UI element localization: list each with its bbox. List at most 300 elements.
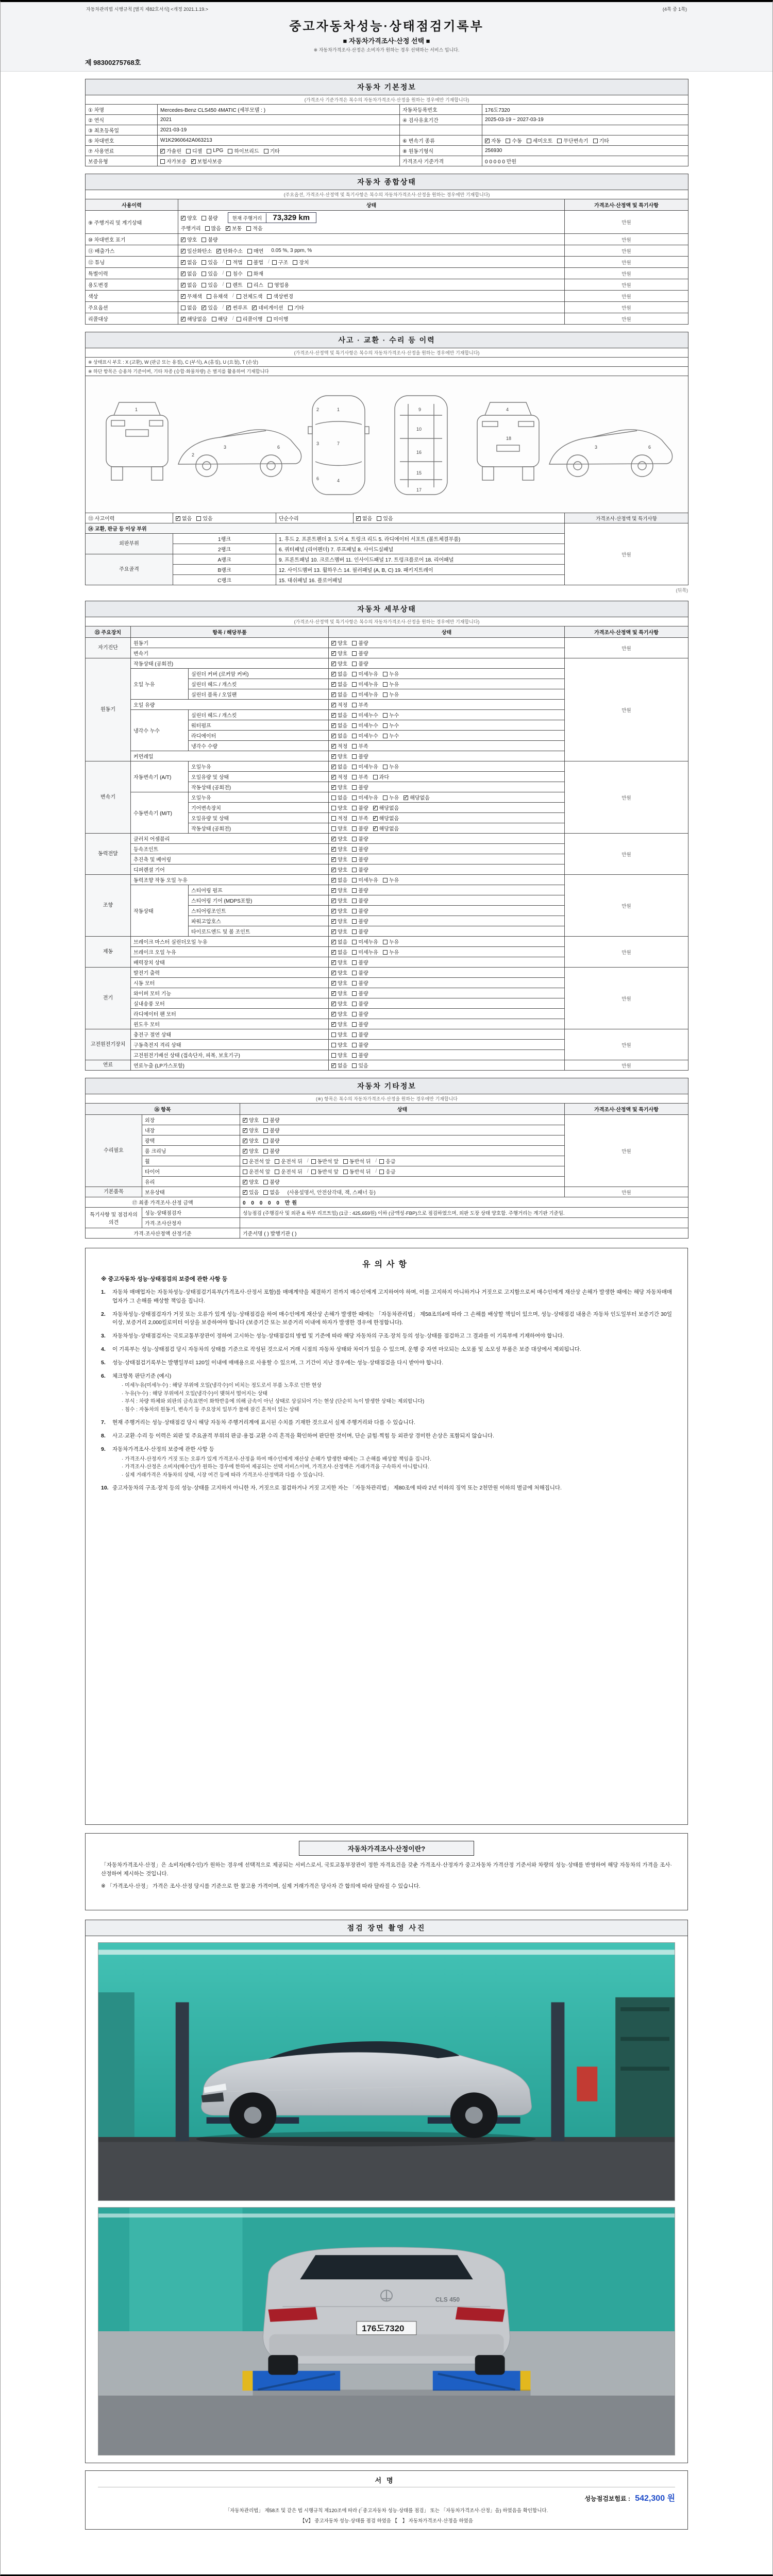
- checkbox-없음[interactable]: [331, 1061, 347, 1069]
- checkbox-동반석 앞[interactable]: [311, 1167, 339, 1175]
- checkbox-렌트[interactable]: [226, 281, 242, 289]
- checkbox-양호[interactable]: [181, 214, 197, 222]
- checkbox-양호[interactable]: [331, 845, 347, 853]
- checkbox-양호[interactable]: [243, 1178, 259, 1185]
- unchecked-box-icon: [352, 692, 357, 697]
- checkbox-무단변속기[interactable]: [557, 137, 588, 144]
- checkbox-불법[interactable]: [247, 258, 263, 266]
- checkbox-label: 동반석 뒤: [349, 1159, 371, 1165]
- device-part-label: 브레이크 마스터 실린더오일 누유: [131, 937, 329, 947]
- unchecked-box-icon: [352, 765, 357, 769]
- confirmation-statement: 「자동차관리법」 제58조 및 같은 법 시행규칙 제120조에 따라 (「중고자동차 성능·상태를 점검」 또는 「자동차가격조사·산정」을) 하였음을 확인합니다.: [225, 2508, 548, 2514]
- unchecked-box-icon: [352, 1053, 357, 1058]
- checkbox-동반석 뒤[interactable]: [343, 1157, 371, 1165]
- checked-box-icon: [373, 826, 378, 831]
- checkbox-양호[interactable]: [181, 235, 197, 243]
- checkbox-하이브리드[interactable]: [228, 147, 259, 155]
- photo-car-on-lift-front: [98, 1943, 675, 2200]
- device-part-label: 커먼레일: [131, 751, 329, 761]
- checked-box-icon: [226, 226, 230, 231]
- unchecked-box-icon: [343, 1170, 348, 1174]
- unchecked-box-icon: [247, 283, 252, 287]
- checkbox-누유[interactable]: [383, 938, 399, 945]
- checkbox-동반석 앞[interactable]: [311, 1157, 339, 1165]
- checkbox-불량[interactable]: [352, 886, 368, 894]
- checkbox-자가보증[interactable]: [160, 157, 187, 165]
- section-title: 자동차 종합상태: [86, 174, 688, 190]
- checkbox-없음[interactable]: [331, 732, 347, 739]
- section-title: 자동차 세부상태: [86, 601, 688, 617]
- checkbox-썬루프[interactable]: [226, 303, 247, 311]
- status-line: [181, 235, 562, 244]
- checkbox-label: 없음: [187, 260, 197, 266]
- checkbox-없음[interactable]: [331, 690, 347, 698]
- device-subgroup-label: 냉각수 누수: [131, 710, 189, 751]
- checkbox-많음[interactable]: [205, 224, 221, 232]
- checkbox-양호[interactable]: [331, 639, 347, 647]
- field-label: 가격조사 기준가격: [400, 156, 482, 166]
- checkbox-해당없음[interactable]: [404, 793, 430, 801]
- device-part-label: 실린더 헤드 / 개스킷: [189, 710, 329, 720]
- checkbox-있음[interactable]: [377, 514, 393, 522]
- checkbox-일산화탄소[interactable]: [181, 247, 212, 255]
- device-part-label: 스티어링 펌프: [189, 885, 329, 895]
- checkbox-없음[interactable]: [331, 711, 347, 719]
- checkbox-침수[interactable]: [226, 269, 242, 277]
- checkbox-적정[interactable]: [331, 701, 347, 708]
- checkbox-수동[interactable]: [506, 137, 522, 144]
- checkbox-누유[interactable]: [383, 670, 399, 677]
- checked-box-icon: [331, 909, 336, 913]
- checkbox-불량[interactable]: [201, 235, 217, 243]
- device-part-label: 파워고압호스: [189, 916, 329, 926]
- checkbox-기타[interactable]: [593, 137, 609, 144]
- checkbox-불량[interactable]: [263, 1116, 279, 1124]
- unchecked-box-icon: [226, 283, 231, 287]
- checkbox-불량[interactable]: [352, 1051, 368, 1059]
- checkbox-불량[interactable]: [352, 907, 368, 914]
- checkbox-불량[interactable]: [352, 1010, 368, 1018]
- checkbox-양호[interactable]: [331, 752, 347, 760]
- option-separator: /: [222, 282, 224, 287]
- unchecked-box-icon: [352, 703, 357, 707]
- checkbox-group: [331, 927, 373, 935]
- checkbox-보험사보증[interactable]: [191, 157, 222, 165]
- checkbox-누유[interactable]: [383, 690, 399, 698]
- checkbox-미세누유[interactable]: [352, 793, 378, 801]
- checkbox-불량[interactable]: [352, 917, 368, 925]
- checkbox-유채색[interactable]: [207, 292, 228, 300]
- checkbox-없음[interactable]: [331, 680, 347, 688]
- checkbox-양호[interactable]: [331, 958, 347, 966]
- checkbox-양호[interactable]: [331, 824, 347, 832]
- checkbox-미이행[interactable]: [267, 315, 288, 323]
- checkbox-양호[interactable]: [331, 855, 347, 863]
- checkbox-응급[interactable]: [379, 1167, 395, 1175]
- unchecked-box-icon: [263, 1128, 268, 1133]
- svg-text:16: 16: [416, 450, 422, 455]
- notice-subitem: · 가격조사·산정은 소비자(매수인)가 원하는 경우에 한하여 제공되는 선택 서비스이며, 가격조사·산정액은 거래가격을 구속하지 아니합니다.: [122, 1464, 429, 1470]
- checkbox-있음[interactable]: [201, 281, 217, 289]
- checked-box-icon: [331, 878, 336, 883]
- notice-section: [85, 1248, 688, 1825]
- checkbox-group: [243, 1167, 400, 1175]
- checkbox-없음[interactable]: [331, 762, 347, 770]
- checkbox-없음[interactable]: [331, 793, 347, 801]
- checkbox-있음[interactable]: [201, 258, 217, 266]
- checked-box-icon: [331, 703, 336, 707]
- device-part-label: 스티어링 기어 (MDPS포함): [189, 895, 329, 906]
- checkbox-양호[interactable]: [331, 1020, 347, 1028]
- checkbox-label: 세미오토: [532, 139, 553, 144]
- checkbox-양호[interactable]: [331, 969, 347, 976]
- checkbox-없음[interactable]: [181, 303, 197, 311]
- checkbox-누유[interactable]: [383, 762, 399, 770]
- device-condition-row: [86, 937, 688, 947]
- checkbox-불량[interactable]: [263, 1147, 279, 1155]
- accident-label: ⑬ 사고이력: [86, 513, 173, 523]
- checkbox-label: 양호: [338, 662, 348, 667]
- device-status: [329, 844, 565, 854]
- misc-item-status: [240, 1125, 565, 1136]
- checkbox-양호[interactable]: [243, 1126, 259, 1134]
- checkbox-미세누수[interactable]: [352, 711, 378, 719]
- device-status: [329, 916, 565, 926]
- checked-box-icon: [356, 516, 361, 521]
- checkbox-label: 불량: [358, 857, 368, 863]
- checkbox-해당없음[interactable]: [373, 824, 399, 832]
- misc-item-status: [240, 1187, 565, 1197]
- checkbox-불량[interactable]: [352, 783, 368, 791]
- checkbox-장치[interactable]: [293, 258, 309, 266]
- checkbox-label: 탄화수소: [223, 249, 243, 255]
- checkbox-group: [243, 1116, 284, 1124]
- checkbox-부족[interactable]: [352, 773, 368, 781]
- checkbox-불량[interactable]: [352, 866, 368, 873]
- checkbox-동반석 뒤[interactable]: [343, 1167, 371, 1175]
- checkbox-group: [331, 876, 404, 884]
- notice-title: 유의사항: [362, 1260, 411, 1269]
- checkbox-불량[interactable]: [352, 649, 368, 657]
- checkbox-label: 디젤: [192, 149, 203, 155]
- device-group-label: 원동기: [86, 658, 131, 761]
- checkbox-group: [243, 1126, 284, 1134]
- checkbox-리콜이행[interactable]: [237, 315, 263, 323]
- checkbox-누유[interactable]: [383, 876, 399, 884]
- checkbox-해당없음[interactable]: [373, 804, 399, 811]
- checkbox-적정[interactable]: [331, 773, 347, 781]
- checkbox-양호[interactable]: [331, 886, 347, 894]
- unchecked-box-icon: [263, 1180, 268, 1184]
- device-part-label: 오일유량 및 상태: [189, 772, 329, 782]
- unchecked-box-icon: [272, 260, 277, 265]
- checkbox-해당없음[interactable]: [373, 814, 399, 822]
- checkbox-없음[interactable]: [331, 721, 347, 729]
- item-status: [178, 245, 565, 257]
- checkbox-없음[interactable]: [331, 670, 347, 677]
- unchecked-box-icon: [352, 785, 357, 790]
- unchecked-box-icon: [263, 1118, 268, 1123]
- checkbox-없음[interactable]: [181, 269, 197, 277]
- checkbox-영업용[interactable]: [268, 281, 289, 289]
- checkbox-미세누유[interactable]: [352, 938, 378, 945]
- page-number-note: (4쪽 중 1쪽): [662, 7, 687, 12]
- unchecked-box-icon: [243, 1170, 247, 1174]
- checkbox-양호[interactable]: [331, 1051, 347, 1059]
- checkbox-없음[interactable]: [263, 1188, 279, 1196]
- column-header: 항목 / 해당부품: [131, 626, 329, 638]
- checkbox-양호[interactable]: [331, 649, 347, 657]
- notice-item-text: 현재 주행거리는 성능·상태점검 당시 해당 자동차 주행거리계에 표시된 수치를 기재한 것으로서 실제 주행거리와 다를 수 있습니다.: [112, 1419, 415, 1426]
- notice-item-text: 사고·교환·수리 등 이력은 외판 및 주요골격 부위의 판금·용접·교환 수리 흔적을 확인하여 판단한 것이며, 단순 긁힘·찍힘 등 외관상 경미한 손상은 포함되지 않습니다.: [112, 1433, 494, 1439]
- checkbox-불량[interactable]: [352, 824, 368, 832]
- model-badge-text: CLS 450: [435, 2296, 460, 2303]
- device-subgroup-label: 수동변속기 (M/T): [131, 792, 189, 834]
- checkbox-없음[interactable]: [356, 514, 372, 522]
- checkbox-label: 썬루프: [232, 306, 248, 311]
- checkbox-기타[interactable]: [264, 147, 280, 155]
- checkbox-불량[interactable]: [352, 958, 368, 966]
- column-header: 사용이력: [86, 199, 178, 211]
- misc-item-row: [86, 1187, 688, 1197]
- checkbox-양호[interactable]: [331, 1010, 347, 1018]
- checkbox-label: 있음: [208, 306, 218, 311]
- checkbox-해당없음[interactable]: [181, 315, 207, 323]
- field-value: 256930: [482, 146, 688, 156]
- checkbox-불량[interactable]: [352, 845, 368, 853]
- photo-car-on-lift-rear: [98, 2208, 675, 2455]
- checkbox-화재[interactable]: [247, 269, 263, 277]
- checkbox-양호[interactable]: [331, 979, 347, 987]
- checkbox-누유[interactable]: [383, 793, 399, 801]
- checkbox-무채색[interactable]: [181, 292, 202, 300]
- checkbox-누수[interactable]: [383, 721, 399, 729]
- checkbox-적법[interactable]: [226, 258, 242, 266]
- price-cell: 만원: [565, 291, 688, 302]
- checkbox-label: 색상변경: [273, 294, 294, 300]
- checkbox-해당[interactable]: [212, 315, 228, 323]
- checkbox-불량[interactable]: [352, 804, 368, 811]
- misc-item-label: 타이어: [142, 1166, 240, 1177]
- checkbox-미세누유[interactable]: [352, 876, 378, 884]
- checkbox-불량[interactable]: [352, 1030, 368, 1038]
- checkbox-양호[interactable]: [331, 659, 347, 667]
- checkbox-운전석 뒤[interactable]: [275, 1157, 302, 1165]
- checked-box-icon: [331, 713, 336, 718]
- checkbox-누수[interactable]: [383, 732, 399, 739]
- checkbox-불량[interactable]: [352, 896, 368, 904]
- checkbox-색상변경[interactable]: [267, 292, 293, 300]
- checkbox-누수[interactable]: [383, 711, 399, 719]
- unchecked-box-icon: [275, 1170, 279, 1174]
- checkbox-group: [181, 214, 223, 222]
- checkbox-불량[interactable]: [352, 927, 368, 935]
- price-cell: 만원: [565, 302, 688, 313]
- checkbox-label: 불량: [358, 785, 368, 791]
- checkbox-리스[interactable]: [247, 281, 263, 289]
- checkbox-label: 적정: [338, 703, 348, 708]
- checkbox-매연[interactable]: [247, 247, 263, 255]
- notice-item-text: 이 기록부는 성능·상태점검 당시 자동차의 상태를 기준으로 작성된 것으로서 거래 시점의 자동차 상태와 차이가 있을 수 있으며, 운행 중 자연 마모되는 소모품 및 소모성 부품은 보증 대상에서 제외됩니다.: [112, 1346, 581, 1352]
- checkbox-불량[interactable]: [201, 214, 217, 222]
- misc-item-status: [240, 1146, 565, 1156]
- price-cell: 만원: [565, 257, 688, 268]
- unchecked-box-icon: [331, 795, 336, 800]
- checkbox-label: 불량: [358, 991, 368, 997]
- checkbox-미세누유[interactable]: [352, 680, 378, 688]
- checkbox-있음[interactable]: [196, 514, 212, 522]
- checkbox-label: 없음: [338, 765, 348, 770]
- checked-box-icon: [181, 294, 186, 299]
- inspection-insurance-fee: [98, 2492, 675, 2503]
- checkbox-적정[interactable]: [331, 814, 347, 822]
- checkbox-불량[interactable]: [352, 979, 368, 987]
- status-line: [181, 280, 562, 289]
- field-value: [158, 146, 400, 156]
- column-header: 상태: [240, 1104, 565, 1115]
- checkbox-부족[interactable]: [352, 701, 368, 708]
- checkbox-있음[interactable]: [201, 303, 217, 311]
- checkbox-label: 미세누유: [358, 878, 378, 884]
- device-part-label: 브레이크 오일 누유: [131, 947, 329, 957]
- checkbox-누유[interactable]: [383, 948, 399, 956]
- checkbox-전체도색[interactable]: [237, 292, 263, 300]
- checkbox-불량[interactable]: [263, 1126, 279, 1134]
- notice-item-number: 1.: [101, 1289, 106, 1295]
- unchecked-box-icon: [352, 940, 357, 944]
- checkbox-양호[interactable]: [331, 804, 347, 811]
- checkbox-가솔린[interactable]: [160, 147, 181, 155]
- field-label: ① 차명: [86, 105, 158, 115]
- checkbox-group: [356, 514, 398, 522]
- checkbox-있음[interactable]: [201, 269, 217, 277]
- checkbox-group: [331, 824, 404, 832]
- unchecked-box-icon: [247, 272, 252, 276]
- unchecked-box-icon: [352, 682, 357, 687]
- comment-label: 특기사항 및 점검자의 의견: [86, 1208, 142, 1228]
- checkbox-불량[interactable]: [263, 1178, 279, 1185]
- checkbox-없음[interactable]: [181, 281, 197, 289]
- checkbox-양호[interactable]: [331, 866, 347, 873]
- checkbox-적음[interactable]: [246, 224, 262, 232]
- checkbox-불량[interactable]: [352, 999, 368, 1007]
- checkbox-양호[interactable]: [331, 835, 347, 842]
- device-status: [329, 813, 565, 823]
- checkbox-디젤[interactable]: [186, 147, 202, 155]
- checkbox-미세누수[interactable]: [352, 732, 378, 739]
- checkbox-없음[interactable]: [331, 948, 347, 956]
- unchecked-box-icon: [160, 159, 165, 164]
- checkbox-양호[interactable]: [331, 1041, 347, 1048]
- checked-box-icon: [331, 1002, 336, 1006]
- checkbox-세미오토[interactable]: [527, 137, 553, 144]
- field-value: W1K2960642A063213: [158, 135, 400, 146]
- device-part-label: 실린더 블록 / 오일팬: [189, 689, 329, 700]
- checkbox-양호[interactable]: [331, 1030, 347, 1038]
- checkbox-기타[interactable]: [288, 303, 304, 311]
- unchecked-box-icon: [352, 754, 357, 759]
- checkbox-양호[interactable]: [243, 1147, 259, 1155]
- checkbox-구조[interactable]: [272, 258, 288, 266]
- checkbox-보통[interactable]: [226, 224, 242, 232]
- checkbox-네비게이션[interactable]: [252, 303, 283, 311]
- unchecked-box-icon: [247, 260, 252, 265]
- checkbox-불량[interactable]: [263, 1137, 279, 1144]
- svg-text:15: 15: [416, 470, 422, 476]
- checkbox-label: 양호: [338, 857, 348, 863]
- checkbox-불량[interactable]: [352, 835, 368, 842]
- checkbox-불량[interactable]: [352, 1020, 368, 1028]
- checkbox-탄화수소[interactable]: [216, 247, 243, 255]
- checkbox-부족[interactable]: [352, 742, 368, 750]
- checkbox-양호[interactable]: [331, 783, 347, 791]
- checkbox-불량[interactable]: [352, 989, 368, 997]
- device-condition-row: [86, 761, 688, 772]
- unchecked-box-icon: [186, 149, 191, 154]
- unchecked-box-icon: [263, 1190, 268, 1195]
- checkbox-양호[interactable]: [331, 927, 347, 935]
- unchecked-box-icon: [383, 940, 388, 944]
- checkbox-label: 운전석 뒤: [281, 1159, 303, 1165]
- checkbox-불량[interactable]: [352, 659, 368, 667]
- checkbox-응급[interactable]: [379, 1157, 395, 1165]
- checkbox-자동[interactable]: [485, 137, 501, 144]
- checkbox-group: [160, 157, 227, 165]
- checkbox-미세누수[interactable]: [352, 721, 378, 729]
- checkbox-운전석 앞[interactable]: [243, 1157, 270, 1165]
- checkbox-양호[interactable]: [243, 1116, 259, 1124]
- checkbox-양호[interactable]: [243, 1137, 259, 1144]
- checkbox-양호[interactable]: [331, 907, 347, 914]
- checkbox-부족[interactable]: [352, 814, 368, 822]
- item-label: 용도변경: [86, 279, 178, 291]
- checkbox-양호[interactable]: [331, 989, 347, 997]
- checkbox-group: [331, 948, 404, 956]
- checkbox-불량[interactable]: [352, 855, 368, 863]
- device-condition-row: [86, 875, 688, 885]
- unchecked-box-icon: [331, 1043, 336, 1047]
- checkbox-과다[interactable]: [373, 773, 389, 781]
- checkbox-있음[interactable]: [243, 1188, 259, 1196]
- checkbox-미세누유[interactable]: [352, 690, 378, 698]
- checkbox-적정[interactable]: [331, 742, 347, 750]
- checkbox-미세누유[interactable]: [352, 948, 378, 956]
- checkbox-있음[interactable]: [352, 1061, 368, 1069]
- checkbox-양호[interactable]: [331, 999, 347, 1007]
- checkbox-운전석 앞[interactable]: [243, 1167, 270, 1175]
- checkbox-없음[interactable]: [331, 876, 347, 884]
- device-part-label: 클러치 어셈블리: [131, 834, 329, 844]
- checkbox-양호[interactable]: [331, 917, 347, 925]
- checkbox-누유[interactable]: [383, 680, 399, 688]
- checkbox-양호[interactable]: [331, 896, 347, 904]
- checkbox-없음[interactable]: [331, 938, 347, 945]
- device-status: [329, 895, 565, 906]
- checkbox-없음[interactable]: [176, 514, 192, 522]
- checkbox-미세누유[interactable]: [352, 762, 378, 770]
- device-part-label: 작동상태 (공회전): [131, 658, 329, 669]
- checkbox-운전석 뒤[interactable]: [275, 1167, 302, 1175]
- checkbox-불량[interactable]: [352, 969, 368, 976]
- checkbox-없음[interactable]: [181, 258, 197, 266]
- checkbox-불량[interactable]: [352, 752, 368, 760]
- unchecked-box-icon: [207, 149, 211, 154]
- checkbox-미세누유[interactable]: [352, 670, 378, 677]
- checkbox-불량[interactable]: [352, 1041, 368, 1048]
- checkbox-LPG[interactable]: [207, 148, 223, 154]
- document-number: 제 98300275768호: [85, 59, 141, 66]
- checkbox-불량[interactable]: [352, 639, 368, 647]
